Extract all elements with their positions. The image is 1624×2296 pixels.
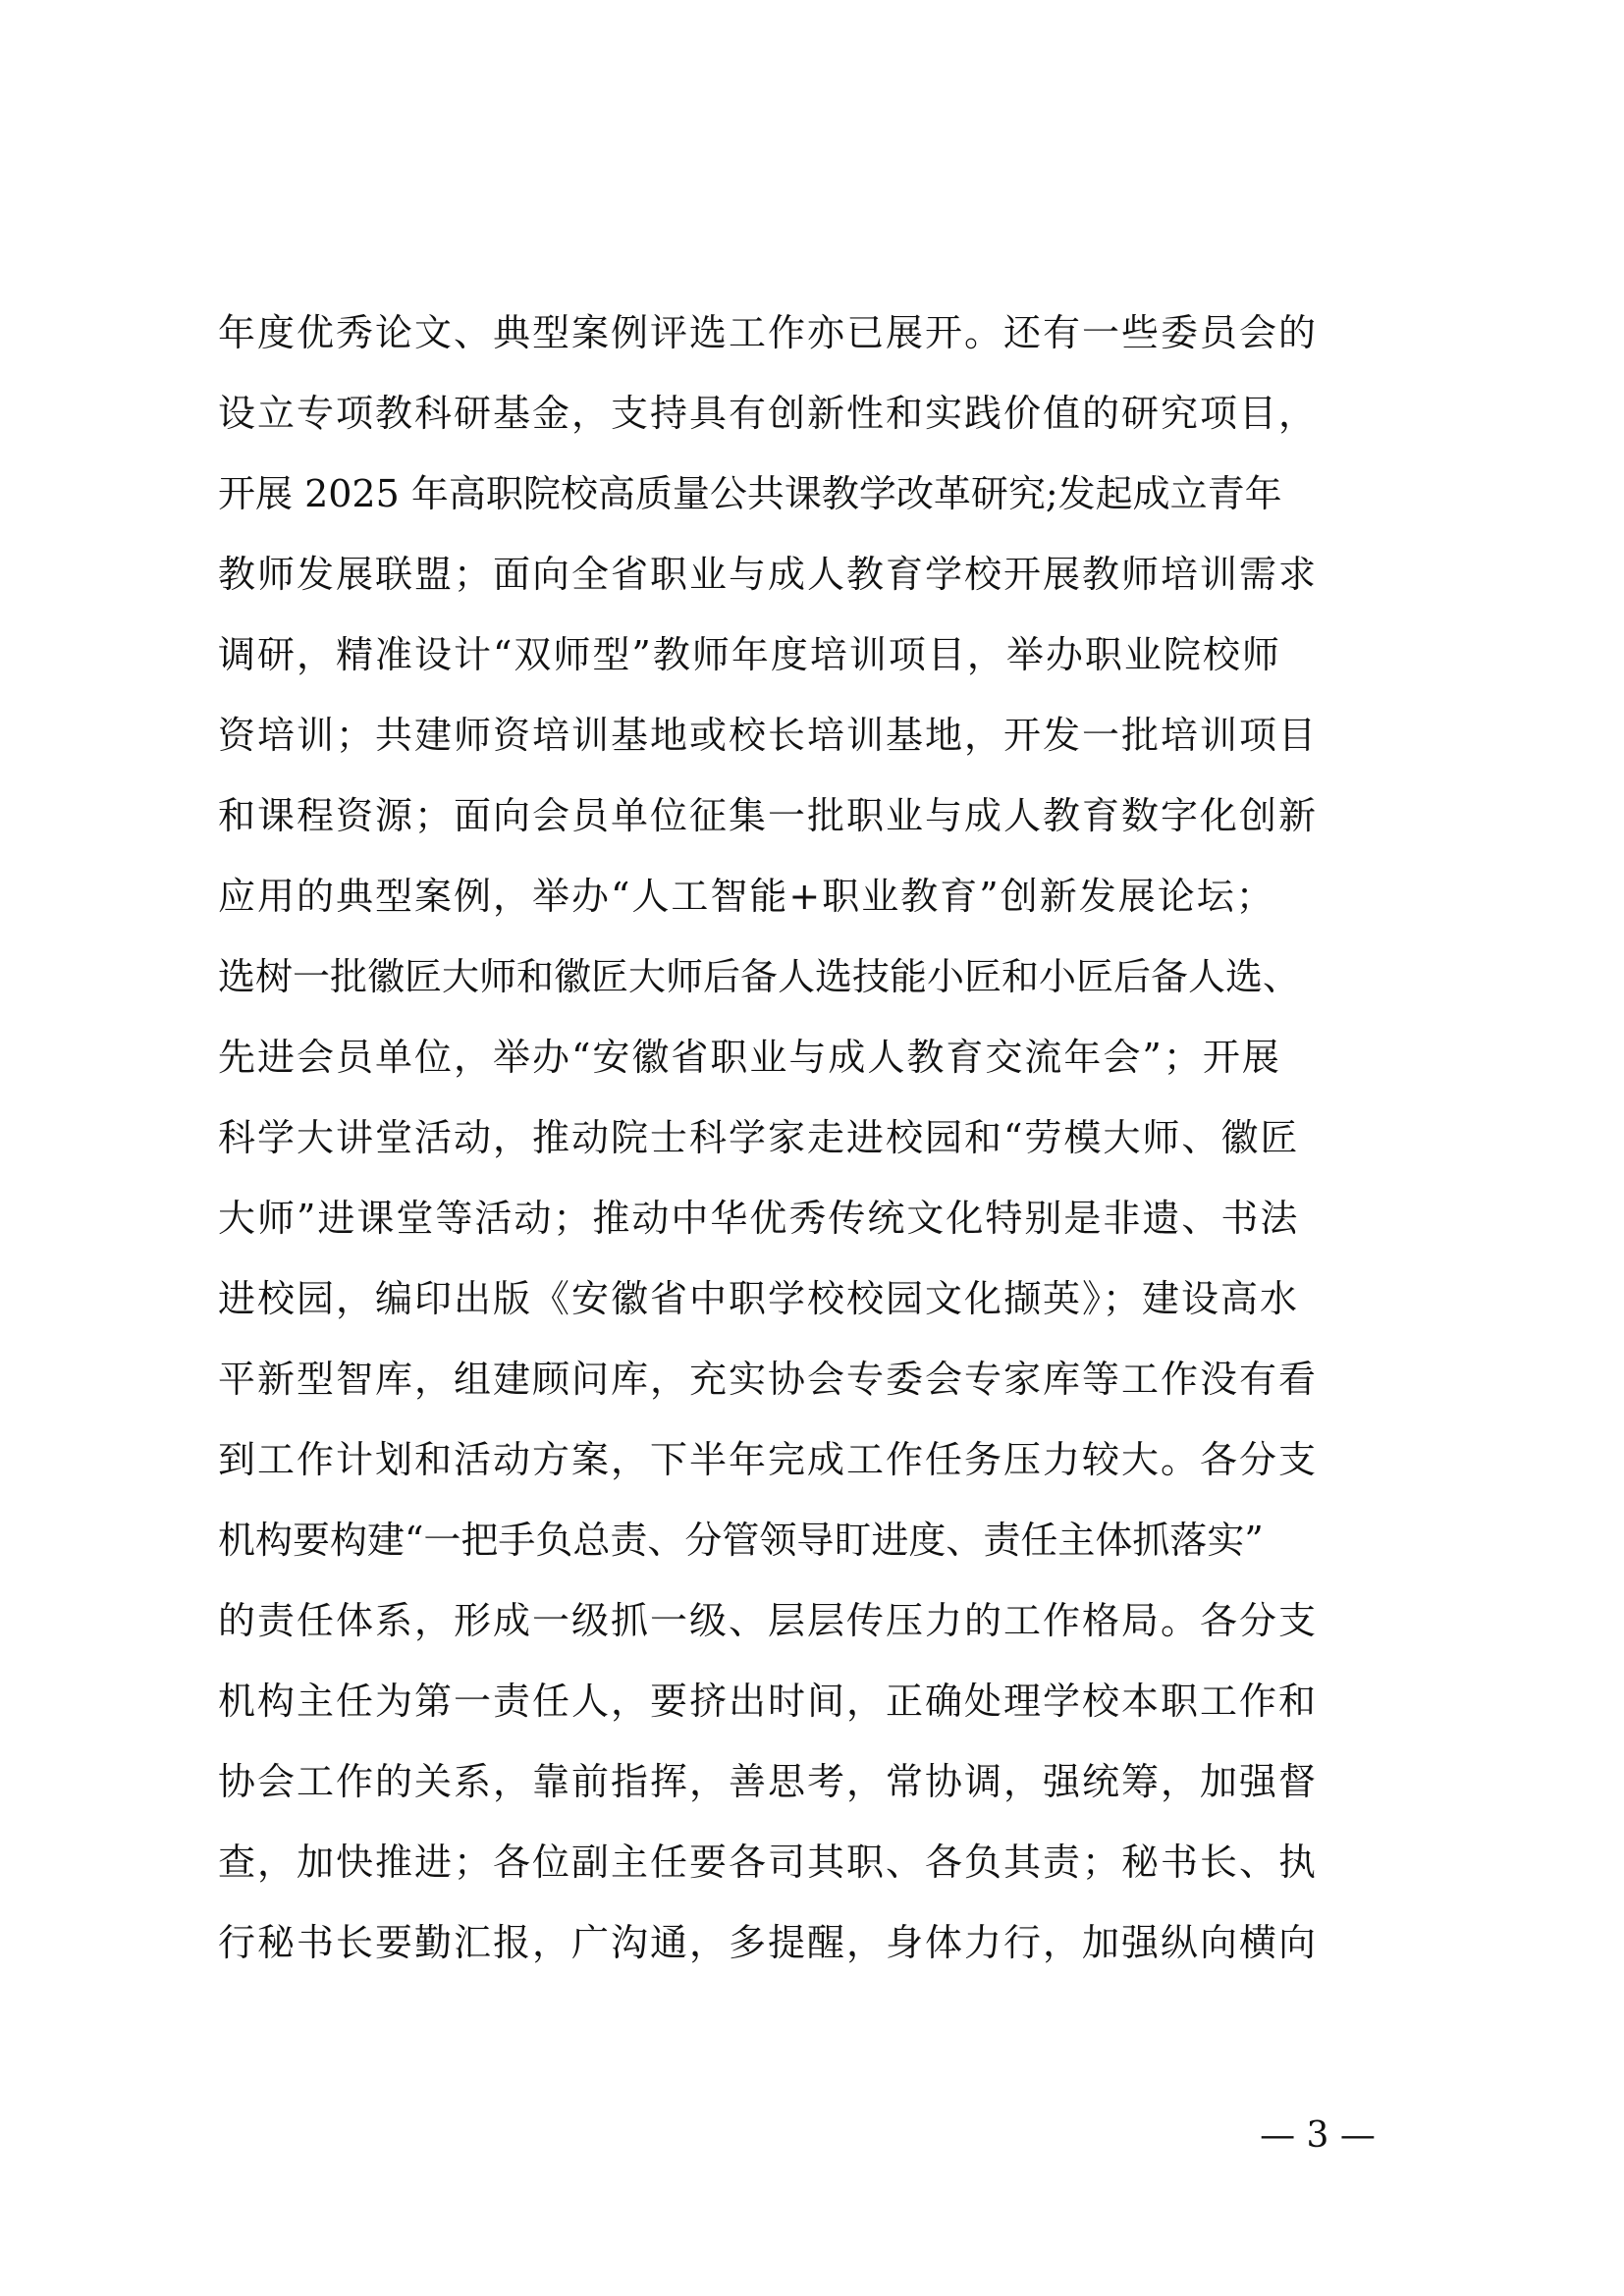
text-line: 年度优秀论文、典型案例评选工作亦已展开。还有一些委员会的 [218,311,1319,354]
text-line: 调研，精准设计“双师型”教师年度培训项目，举办职业院校师 [218,633,1281,676]
text-line: 设立专项教科研基金，支持具有创新性和实践价值的研究项目， [218,392,1319,435]
text-line: 先进会员单位，举办“安徽省职业与成人教育交流年会”；开展 [218,1036,1281,1079]
text-line: 选树一批徽匠大师和徽匠大师后备人选技能小匠和小匠后备人选、 [218,955,1301,998]
text-line: 的责任体系，形成一级抓一级、层层传压力的工作格局。各分支 [218,1599,1319,1642]
text-line: 机构主任为第一责任人，要挤出时间，正确处理学校本职工作和 [218,1680,1319,1723]
text-line: 协会工作的关系，靠前指挥，善思考，常协调，强统筹，加强督 [218,1760,1319,1803]
text-line: 平新型智库，组建顾问库，充实协会专委会专家库等工作没有看 [218,1358,1319,1401]
text-line: 行秘书长要勤汇报，广沟通，多提醒，身体力行，加强纵向横向 [218,1921,1319,1964]
text-line: 开展 2025 年高职院校高质量公共课教学改革研究;发起成立青年 [218,472,1282,515]
text-line: 和课程资源；面向会员单位征集一批职业与成人教育数字化创新 [218,794,1319,837]
text-line: 机构要构建“一把手负总责、分管领导盯进度、责任主体抓落实” [218,1519,1264,1562]
text-line: 进校园，编印出版《安徽省中职学校校园文化撷英》；建设高水 [218,1277,1300,1320]
text-line: 应用的典型案例，举办“人工智能+职业教育”创新发展论坛； [218,875,1275,918]
text-line: 到工作计划和活动方案，下半年完成工作任务压力较大。各分支 [218,1438,1319,1481]
text-line: 查，加快推进；各位副主任要各司其职、各负其责；秘书长、执 [218,1841,1319,1884]
page-number: — 3 — [1260,2115,1376,2156]
body-paragraph [218,293,1435,1983]
text-line: 教师发展联盟；面向全省职业与成人教育学校开展教师培训需求 [218,553,1319,596]
text-line: 资培训；共建师资培训基地或校长培训基地，开发一批培训项目 [218,714,1319,757]
text-line: 大师”进课堂等活动；推动中华优秀传统文化特别是非遗、书法 [218,1197,1300,1240]
text-line: 科学大讲堂活动，推动院士科学家走进校园和“劳模大师、徽匠 [218,1116,1300,1159]
